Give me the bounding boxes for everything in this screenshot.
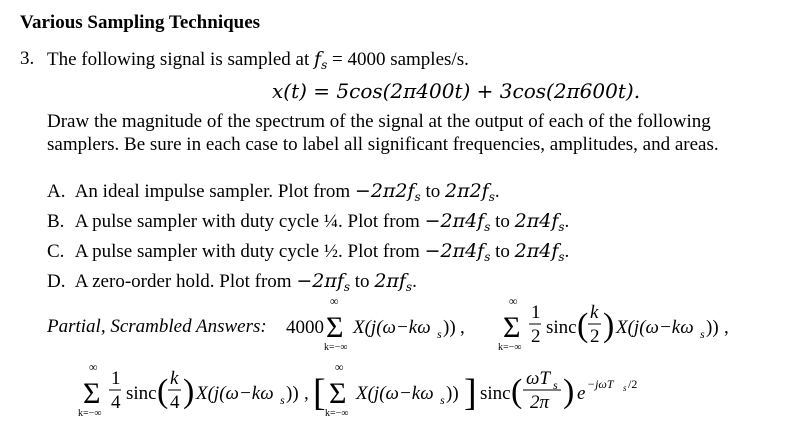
subscript-s: s [553,378,558,392]
sigma-symbol: Σ [329,377,347,410]
answer3-term: X(j(ω−kω [196,383,274,404]
sum-lower-limit: k=−∞ [78,408,102,419]
sigma-symbol: Σ [326,311,344,344]
sum-upper-limit: ∞ [335,360,344,374]
item-range-high: 2π4f [514,240,559,262]
sum-lower-limit: k=−∞ [324,342,348,353]
sinc-function: sinc [126,383,157,404]
problem-number: 3. [20,48,35,69]
sum-upper-limit: ∞ [509,294,518,308]
sinc-argument-denominator: 4 [170,392,180,413]
subscript-s: s [700,327,705,341]
subscript-s: s [484,220,491,234]
sinc-argument-k: k [170,368,179,389]
subscript-s: s [484,250,491,264]
sum-lower-limit: k=−∞ [498,342,522,353]
subscript-s: s [558,250,565,264]
item-range-to: to [490,241,515,262]
subscript-s: s [343,280,351,294]
item-b: B. A pulse sampler with duty cycle ¼. Plot from $-2\pi 4f_s$ to $2\pi 4f_s$. [47,210,570,234]
answer1-term: X(j(ω−kω [353,317,431,338]
answers-label: Partial, Scrambled Answers: [47,316,267,337]
item-range-low: −2πf [296,270,344,292]
item-range-low: −2π2f [354,180,415,202]
comma: , [460,317,465,338]
answer1-coefficient: 4000 [286,317,324,338]
sinc-argument-denominator: 2 [590,326,600,347]
subscript-s: s [280,393,285,407]
item-range-high: 2πf [374,270,406,292]
left-bracket: [ [313,372,326,414]
sigma-symbol: Σ [83,377,101,410]
left-paren: ( [577,307,589,344]
sinc-argument-wts: ωT [526,368,550,389]
fraction-denominator: 4 [111,392,121,413]
item-text: A pulse sampler with duty cycle ¼. Plot from [74,211,420,232]
right-paren: ) [603,307,615,344]
item-letter: C. [47,241,65,262]
answer2-term: X(j(ω−kω [616,317,694,338]
fs-subscript: s [321,58,328,72]
item-range-to: to [350,271,375,292]
item-c: C. A pulse sampler with duty cycle ½. Plot from $-2\pi 4f_s$ to $2\pi 4f_s$. [47,240,570,264]
item-range-high: 2π4f [514,210,559,232]
item-a: A. An ideal impulse sampler. Plot from $-2\pi 2f_s$ to $2\pi 2f_s$. [47,180,500,204]
item-letter: D. [47,271,66,292]
comma: , [724,317,729,338]
instruction-line-2: samplers. Be sure in each case to label all significant frequencies, amplitudes, and areas. [47,134,719,155]
subscript-s: s [623,383,627,393]
sinc-function: sinc [480,383,511,404]
fraction-denominator: 2 [531,326,541,347]
fraction-numerator: 1 [531,302,541,323]
sinc-argument-2pi: 2π [530,392,550,413]
subscript-s: s [558,220,565,234]
fs-value: = 4000 samples/s. [331,49,469,70]
item-range-to: to [420,181,445,202]
right-paren: ) [563,373,575,410]
exponential-base: e [577,383,586,404]
left-paren: ( [511,373,523,410]
item-text: A pulse sampler with duty cycle ½. Plot from [74,241,420,262]
problem-intro: The following signal is sampled at [47,49,310,70]
answer4-close: )) [446,383,459,404]
sinc-argument-k: k [590,302,599,323]
item-text: A zero-order hold. Plot from [74,271,292,292]
subscript-s: s [440,393,445,407]
item-range-low: −2π4f [424,210,485,232]
answer3-close: )) [286,383,299,404]
item-range-high: 2π2f [445,180,489,202]
fraction-numerator: 1 [111,368,121,389]
instruction-line-1: Draw the magnitude of the spectrum of the signal at the output of each of the following [47,111,711,132]
subscript-s: s [414,190,421,204]
subscript-s: s [405,280,413,294]
subscript-s: s [437,327,442,341]
item-letter: A. [47,181,66,202]
sum-upper-limit: ∞ [330,294,339,308]
answer1-close: )) [443,317,456,338]
item-range-low: −2π4f [424,240,485,262]
signal-equation-text: x(t) = 5cos(2π400t) + 3cos(2π600t). [272,79,641,103]
right-paren: ) [183,373,195,410]
comma: , [304,383,309,404]
subscript-s: s [488,190,495,204]
section-heading: Various Sampling Techniques [20,12,261,33]
exponential-power: −jωT [587,377,614,391]
answer2-close: )) [706,317,719,338]
right-bracket: ] [464,372,477,414]
sum-upper-limit: ∞ [89,360,98,374]
sigma-symbol: Σ [503,311,521,344]
fs-symbol: f [314,48,322,70]
sum-lower-limit: k=−∞ [325,408,349,419]
item-letter: B. [47,211,65,232]
answer4-term: X(j(ω−kω [356,383,434,404]
exponential-tail: /2 [628,377,638,391]
item-range-to: to [490,211,515,232]
item-d: D. A zero-order hold. Plot from $-2\pi f_s$ to $2\pi f_s$. [47,270,417,294]
item-text: An ideal impulse sampler. Plot from [74,181,351,202]
sinc-function: sinc [546,317,577,338]
left-paren: ( [157,373,169,410]
